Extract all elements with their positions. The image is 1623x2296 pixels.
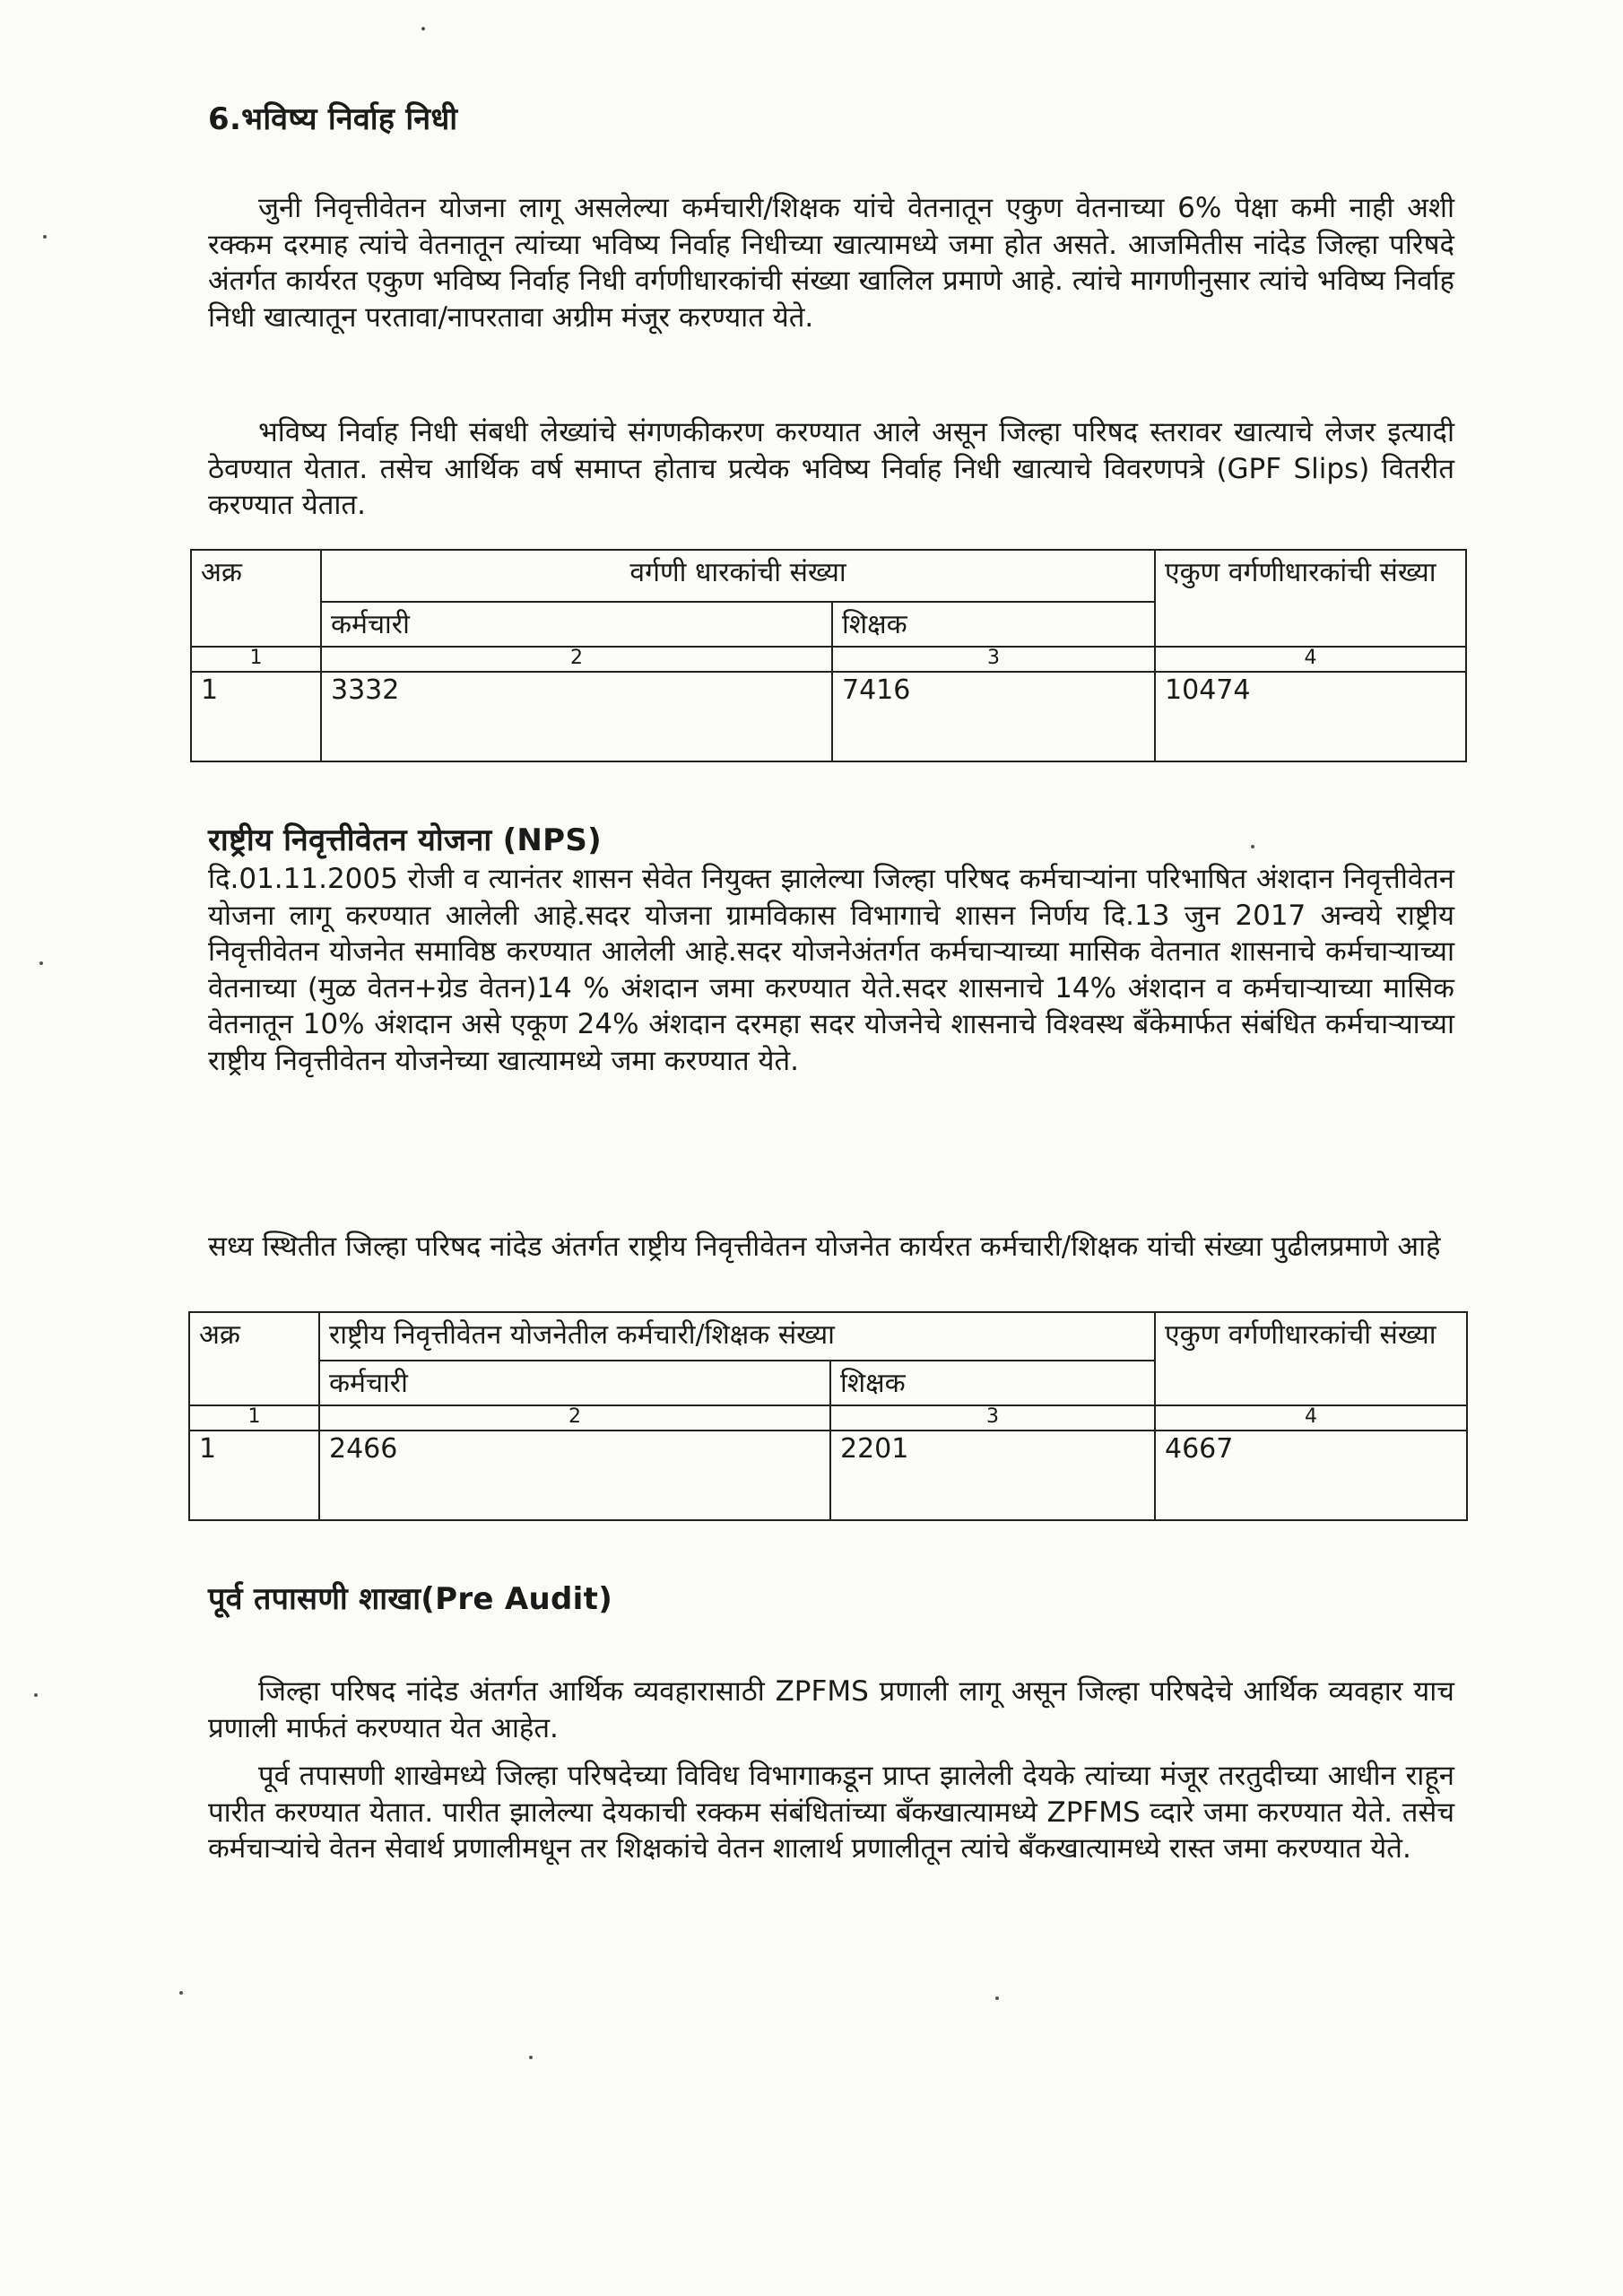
gpf-col-sr: अक्र (191, 550, 321, 647)
nps-heading: राष्ट्रीय निवृत्तीवेतन योजना (NPS) (208, 822, 603, 858)
nps-paragraph-2: सध्य स्थितीत जिल्हा परिषद नांदेड अंतर्गत राष्ट्रीय निवृत्तीवेतन योजनेत कार्यरत कर्मचारी/शिक्षक यांची संख्या पुढीलप्रमाणे आहे (208, 1231, 1441, 1263)
gpf-paragraph-2: भविष्य निर्वाह निधी संबधी लेख्यांचे संगणकीकरण करण्यात आले असून जिल्हा परिषद स्तरावर खात्याचे लेजर इत्यादी ठेवण्यात येतात. तसेच आर्थिक वर्ष समाप्त होताच प्रत्येक भविष्य निर्वाह निधी खात्याचे विवरणपत्रे (GPF Slips) वितरीत करण्यात येतात. (208, 416, 1454, 521)
nps-paragraph-1: दि.01.11.2005 रोजी व त्यानंतर शासन सेवेत नियुक्त झालेल्या जिल्हा परिषद कर्मचाऱ्यांना परिभाषित अंशदान निवृत्तीवेतन योजना लागू करण्यात आलेली आहे.सदर योजना ग्रामविकास विभागाचे शासन निर्णय दि.13 जुन 2017 अन्वये राष्ट्रीय निवृत्तीवेतन योजनेत समाविष्ठ करण्यात आलेली आहे.सदर योजनेअंतर्गत कर्मचाऱ्याच्या मासिक वेतनात शासनाचे कर्मचाऱ्याच्या वेतनाच्या (मुळ वेतन+ग्रेड वेतन)14 % अंशदान जमा करण्यात येते.सदर शासनाचे 14% अंशदान व कर्मचाऱ्याच्या मासिक वेतनातून 10% अंशदान असे एकूण 24% अंशदान दरमहा सदर योजनेचे शासनाचे विश्वस्थ बँकेमार्फत संबंधित कर्मचाऱ्याच्या राष्ट्रीय निवृत्तीवेतन योजनेच्या खात्यामध्ये जमा करण्यात येते. (208, 863, 1454, 1077)
gpf-col-index: 2 (321, 647, 832, 672)
audit-paragraph-1: जिल्हा परिषद नांदेड अंतर्गत आर्थिक व्यवहारासाठी ZPFMS प्रणाली लागू असून जिल्हा परिषदेचे आर्थिक व्यवहार याच प्रणाली मार्फतं करण्यात येत आहेत. (208, 1675, 1454, 1744)
nps-row-teacher: 2201 (830, 1431, 1155, 1520)
scan-speck (529, 2056, 533, 2059)
audit-paragraph-2: पूर्व तपासणी शाखेमध्ये जिल्हा परिषदेच्या विविध विभागाकडून प्राप्त झालेली देयके त्यांच्या मंजूर तरतुदीच्या आधीन राहून पारीत करण्यात येतात. पारीत झालेल्या देयकाची रक्कम संबंधितांच्या बँकखात्यामध्ये ZPFMS व्दारे जमा करण्यात येते. तसेच कर्मचाऱ्यांचे वेतन सेवार्थ प्रणालीमधून तर शिक्षकांचे वेतन शालार्थ प्रणालीतून त्यांचे बँकखात्यामध्ये रास्त जमा करण्यात येते. (208, 1760, 1454, 1865)
nps-col-total: एकुण वर्गणीधारकांची संख्या (1155, 1312, 1467, 1405)
nps-col-index: 1 (189, 1405, 319, 1431)
nps-member-table (188, 1311, 1468, 1521)
nps-col-employee: कर्मचारी (319, 1361, 830, 1405)
scan-speck (421, 27, 425, 30)
gpf-col-teacher: शिक्षक (832, 602, 1155, 647)
nps-col-index: 4 (1155, 1405, 1467, 1431)
scan-speck (1251, 845, 1254, 848)
gpf-paragraph-1: जुनी निवृत्तीवेतन योजना लागू असलेल्या कर्मचारी/शिक्षक यांचे वेतनातून एकुण वेतनाच्या 6% पेक्षा कमी नाही अशी रक्कम दरमाह त्यांचे वेतनातून त्यांच्या भविष्य निर्वाह निधीच्या खात्यामध्ये जमा होत असते. आजमितीस नांदेड जिल्हा परिषदे अंतर्गत कार्यरत एकुण भविष्य निर्वाह निधी वर्गणीधारकांची संख्या खालिल प्रमाणे आहे. त्यांचे मागणीनुसार त्यांचे भविष्य निर्वाह निधी खात्यातून परतावा/नापरतावा अग्रीम मंजूर करण्यात येते. (208, 192, 1454, 334)
nps-col-teacher: शिक्षक (830, 1361, 1155, 1405)
scan-speck (43, 235, 47, 239)
table-row (191, 672, 1466, 761)
gpf-col-employee: कर्मचारी (321, 602, 832, 647)
scan-speck (179, 1991, 183, 1995)
gpf-col-index: 4 (1155, 647, 1466, 672)
scan-speck (39, 961, 43, 965)
gpf-heading: 6.भविष्य निर्वाह निधी (208, 101, 458, 137)
gpf-row-teacher: 7416 (832, 672, 1155, 761)
gpf-row-sr: 1 (191, 672, 321, 761)
nps-col-sr: अक्र (189, 1312, 319, 1405)
gpf-col-total: एकुण वर्गणीधारकांची संख्या (1155, 550, 1466, 647)
gpf-col-index: 1 (191, 647, 321, 672)
nps-row-sr: 1 (189, 1431, 319, 1520)
audit-heading: पूर्व तपासणी शाखा(Pre Audit) (208, 1581, 613, 1617)
gpf-col-index: 3 (832, 647, 1155, 672)
scan-speck (34, 1693, 38, 1697)
scan-speck (995, 1996, 999, 2000)
nps-col-group: राष्ट्रीय निवृत्तीवेतन योजनेतील कर्मचारी/शिक्षक संख्या (319, 1312, 1155, 1361)
gpf-subscriber-table (190, 549, 1467, 762)
gpf-row-employee: 3332 (321, 672, 832, 761)
gpf-col-group: वर्गणी धारकांची संख्या (321, 550, 1155, 602)
nps-row-total: 4667 (1155, 1431, 1467, 1520)
table-row (189, 1431, 1467, 1520)
nps-col-index: 3 (830, 1405, 1155, 1431)
nps-row-employee: 2466 (319, 1431, 830, 1520)
gpf-row-total: 10474 (1155, 672, 1466, 761)
nps-col-index: 2 (319, 1405, 830, 1431)
